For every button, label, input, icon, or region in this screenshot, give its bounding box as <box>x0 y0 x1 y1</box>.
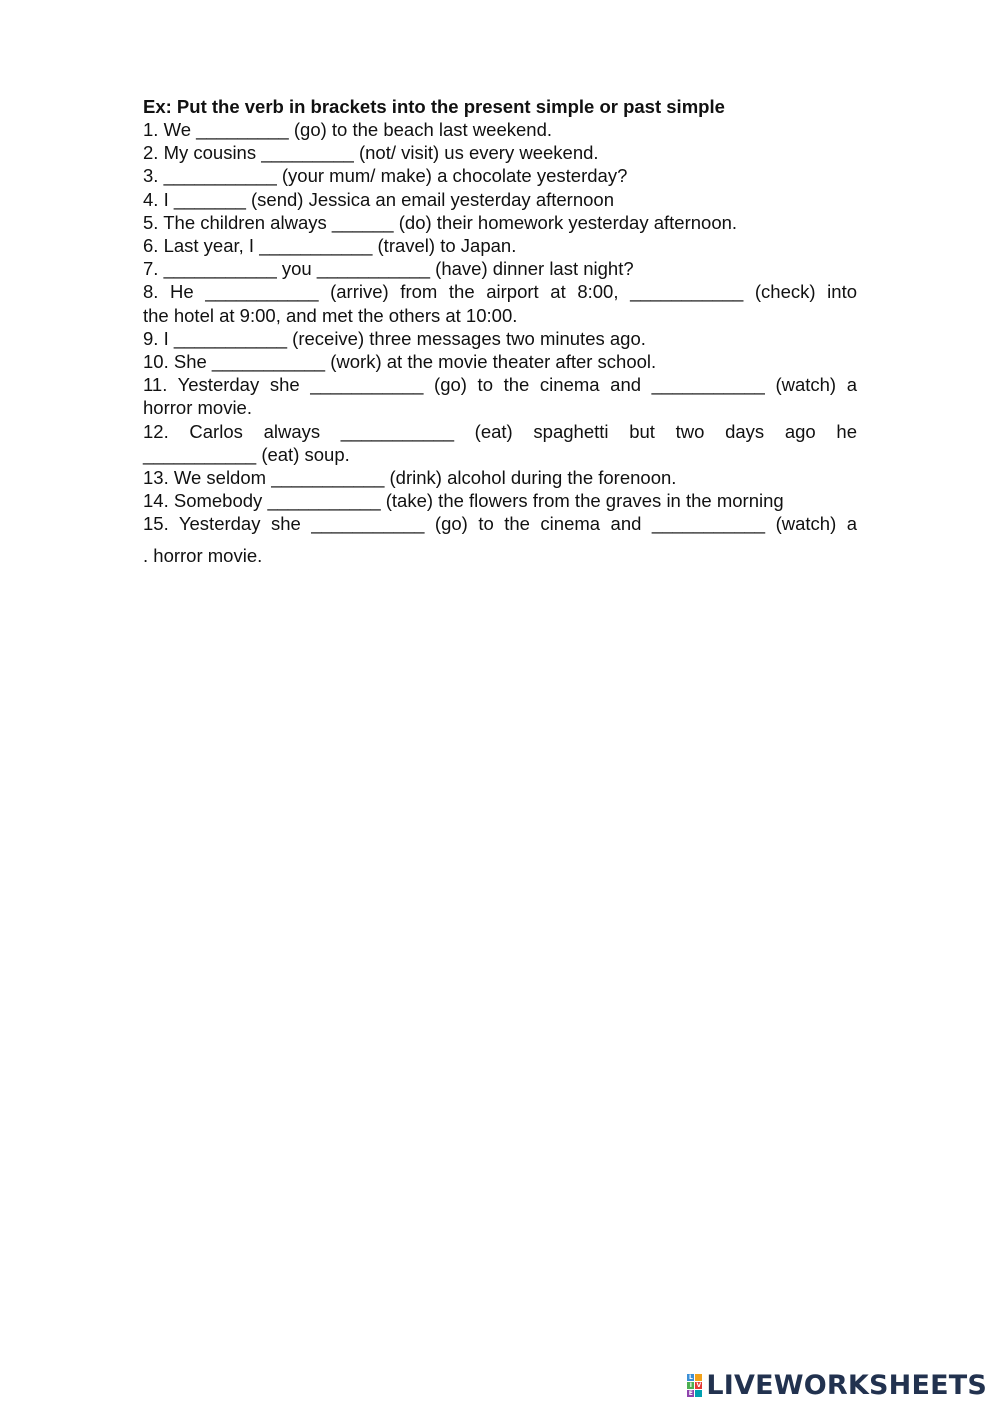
exercise-item: 13. We seldom ___________ (drink) alcohol during the forenoon. <box>143 467 677 489</box>
exercise-item: 10. She ___________ (work) at the movie theater after school. <box>143 351 657 373</box>
logo-block <box>695 1390 702 1397</box>
exercise-item: 12. Carlos always ___________ (eat) spaghetti but two days ago he <box>143 420 857 442</box>
exercise-item: 7. ___________ you ___________ (have) dinner last night? <box>143 258 634 280</box>
exercise-item: 15. Yesterday she ___________ (go) to the cinema and ___________ (watch) a <box>143 513 857 535</box>
logo-block <box>695 1374 702 1381</box>
exercise-item: 6. Last year, I ___________ (travel) to Japan. <box>143 235 517 257</box>
logo-blocks-icon <box>687 1374 702 1397</box>
exercise-item-continuation: horror movie. <box>143 397 252 419</box>
exercise-item-continuation: . horror movie. <box>143 544 263 566</box>
exercise-item: 9. I ___________ (receive) three messages two minutes ago. <box>143 327 646 349</box>
logo-block: V <box>696 1382 702 1389</box>
exercise-item: 8. He ___________ (arrive) from the airport at 8:00, ___________ (check) into <box>143 281 857 303</box>
exercise-item: 14. Somebody ___________ (take) the flowers from the graves in the morning <box>143 490 784 512</box>
exercise-item: 4. I _______ (send) Jessica an email yesterday afternoon <box>143 188 615 210</box>
exercise-item: 3. ___________ (your mum/ make) a chocolate yesterday? <box>143 165 628 187</box>
worksheet <box>143 95 857 567</box>
worksheet-title: Ex: Put the verb in brackets into the present simple or past simple <box>143 96 725 117</box>
exercise-item: 5. The children always ______ (do) their homework yesterday afternoon. <box>143 211 738 233</box>
liveworksheets-logo <box>687 1370 987 1401</box>
exercise-item-continuation: ___________ (eat) soup. <box>143 443 350 465</box>
brand-name: LIVEWORKSHEETS <box>706 1370 987 1401</box>
logo-block: I <box>687 1382 694 1389</box>
exercise-item: 2. My cousins _________ (not/ visit) us every weekend. <box>143 142 599 164</box>
exercise-item: 1. We _________ (go) to the beach last weekend. <box>143 119 552 140</box>
logo-block: E <box>688 1390 693 1397</box>
exercise-item-continuation: the hotel at 9:00, and met the others at 10:00. <box>143 304 518 326</box>
logo-block: L <box>688 1374 693 1381</box>
exercise-item: 11. Yesterday she ___________ (go) to the cinema and ___________ (watch) a <box>143 374 857 396</box>
